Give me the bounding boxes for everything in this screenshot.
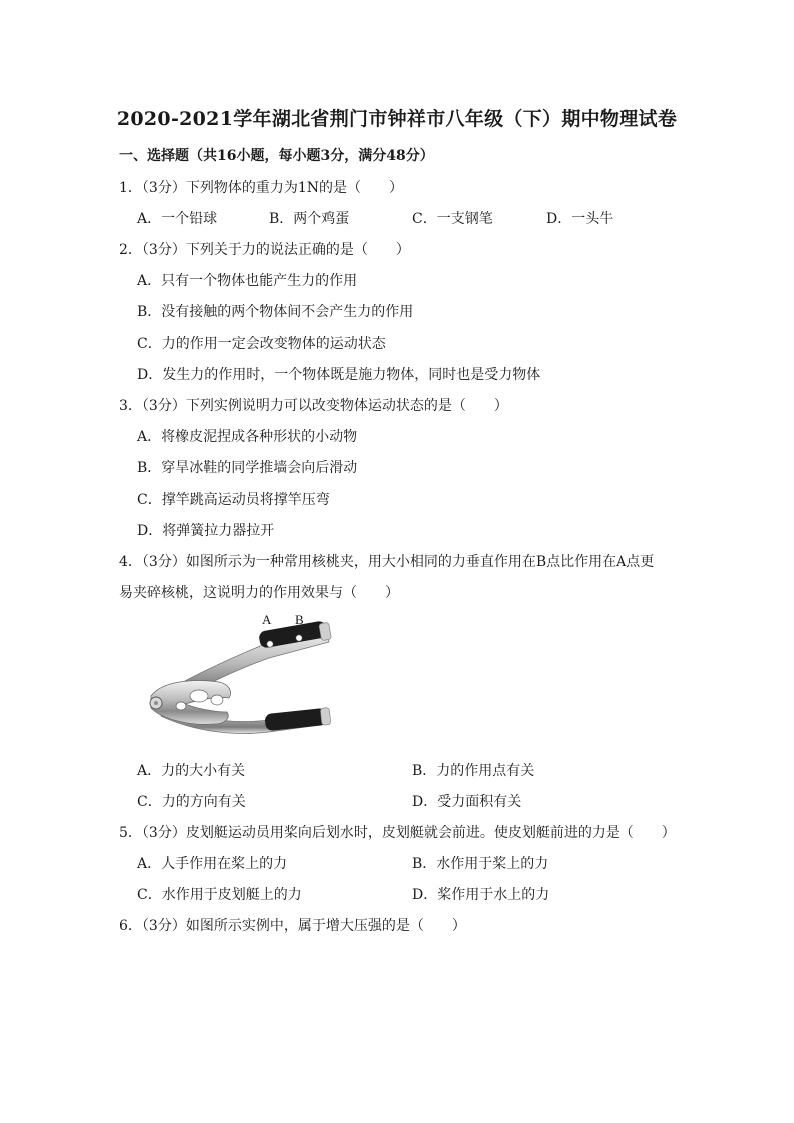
q2-option-a: A．只有一个物体也能产生力的作用 bbox=[137, 273, 358, 289]
question-2-stem: 2．（3分）下列关于力的说法正确的是（ ） bbox=[119, 242, 410, 258]
q1-option-c: C．一支钢笔 bbox=[412, 211, 493, 227]
q3-option-a: A．将橡皮泥捏成各种形状的小动物 bbox=[137, 429, 358, 445]
question-5-stem: 5．（3分）皮划艇运动员用桨向后划水时，皮划艇就会前进。使皮划艇前进的力是（ ） bbox=[119, 825, 676, 841]
q1-option-d: D．一头牛 bbox=[546, 211, 614, 227]
section-heading: 一、选择题（共16小题，每小题3分，满分48分） bbox=[119, 148, 434, 164]
question-3-stem: 3．（3分）下列实例说明力可以改变物体运动状态的是（ ） bbox=[119, 398, 508, 414]
question-4-stem-line1: 4．（3分）如图所示为一种常用核桃夹，用大小相同的力垂直作用在B点比作用在A点更 bbox=[119, 554, 655, 570]
q4-option-b: B．力的作用点有关 bbox=[412, 763, 535, 779]
q5-option-a: A．人手作用在桨上的力 bbox=[137, 856, 288, 872]
q3-option-d: D．将弹簧拉力器拉开 bbox=[137, 523, 275, 539]
q4-option-a: A．力的大小有关 bbox=[137, 763, 246, 779]
figure-label-b: B bbox=[295, 612, 304, 627]
q3-option-b: B．穿旱冰鞋的同学推墙会向后滑动 bbox=[137, 460, 358, 476]
q2-option-c: C．力的作用一定会改变物体的运动状态 bbox=[137, 336, 386, 352]
question-4-stem-line2: 易夹碎核桃，这说明力的作用效果与（ ） bbox=[119, 585, 399, 601]
q2-option-b: B．没有接触的两个物体间不会产生力的作用 bbox=[137, 304, 414, 320]
q5-option-d: D．桨作用于水上的力 bbox=[412, 887, 550, 903]
q5-option-c: C．水作用于皮划艇上的力 bbox=[137, 887, 302, 903]
nutcracker-figure bbox=[137, 608, 337, 738]
question-1-stem: 1．（3分）下列物体的重力为1N的是（ ） bbox=[119, 180, 403, 196]
q4-option-d: D．受力面积有关 bbox=[412, 794, 522, 810]
q5-option-b: B．水作用于桨上的力 bbox=[412, 856, 549, 872]
q4-option-c: C．力的方向有关 bbox=[137, 794, 246, 810]
question-6-stem: 6．（3分）如图所示实例中，属于增大压强的是（ ） bbox=[119, 918, 466, 934]
page-title: 2020-2021学年湖北省荆门市钟祥市八年级（下）期中物理试卷 bbox=[116, 108, 678, 130]
q2-option-d: D．发生力的作用时，一个物体既是施力物体，同时也是受力物体 bbox=[137, 367, 541, 383]
q3-option-c: C．撑竿跳高运动员将撑竿压弯 bbox=[137, 492, 330, 508]
figure-label-a: A bbox=[262, 612, 272, 627]
nutcracker-image bbox=[137, 608, 337, 738]
q1-option-b: B．两个鸡蛋 bbox=[269, 211, 350, 227]
q1-option-a: A．一个铅球 bbox=[137, 211, 218, 227]
